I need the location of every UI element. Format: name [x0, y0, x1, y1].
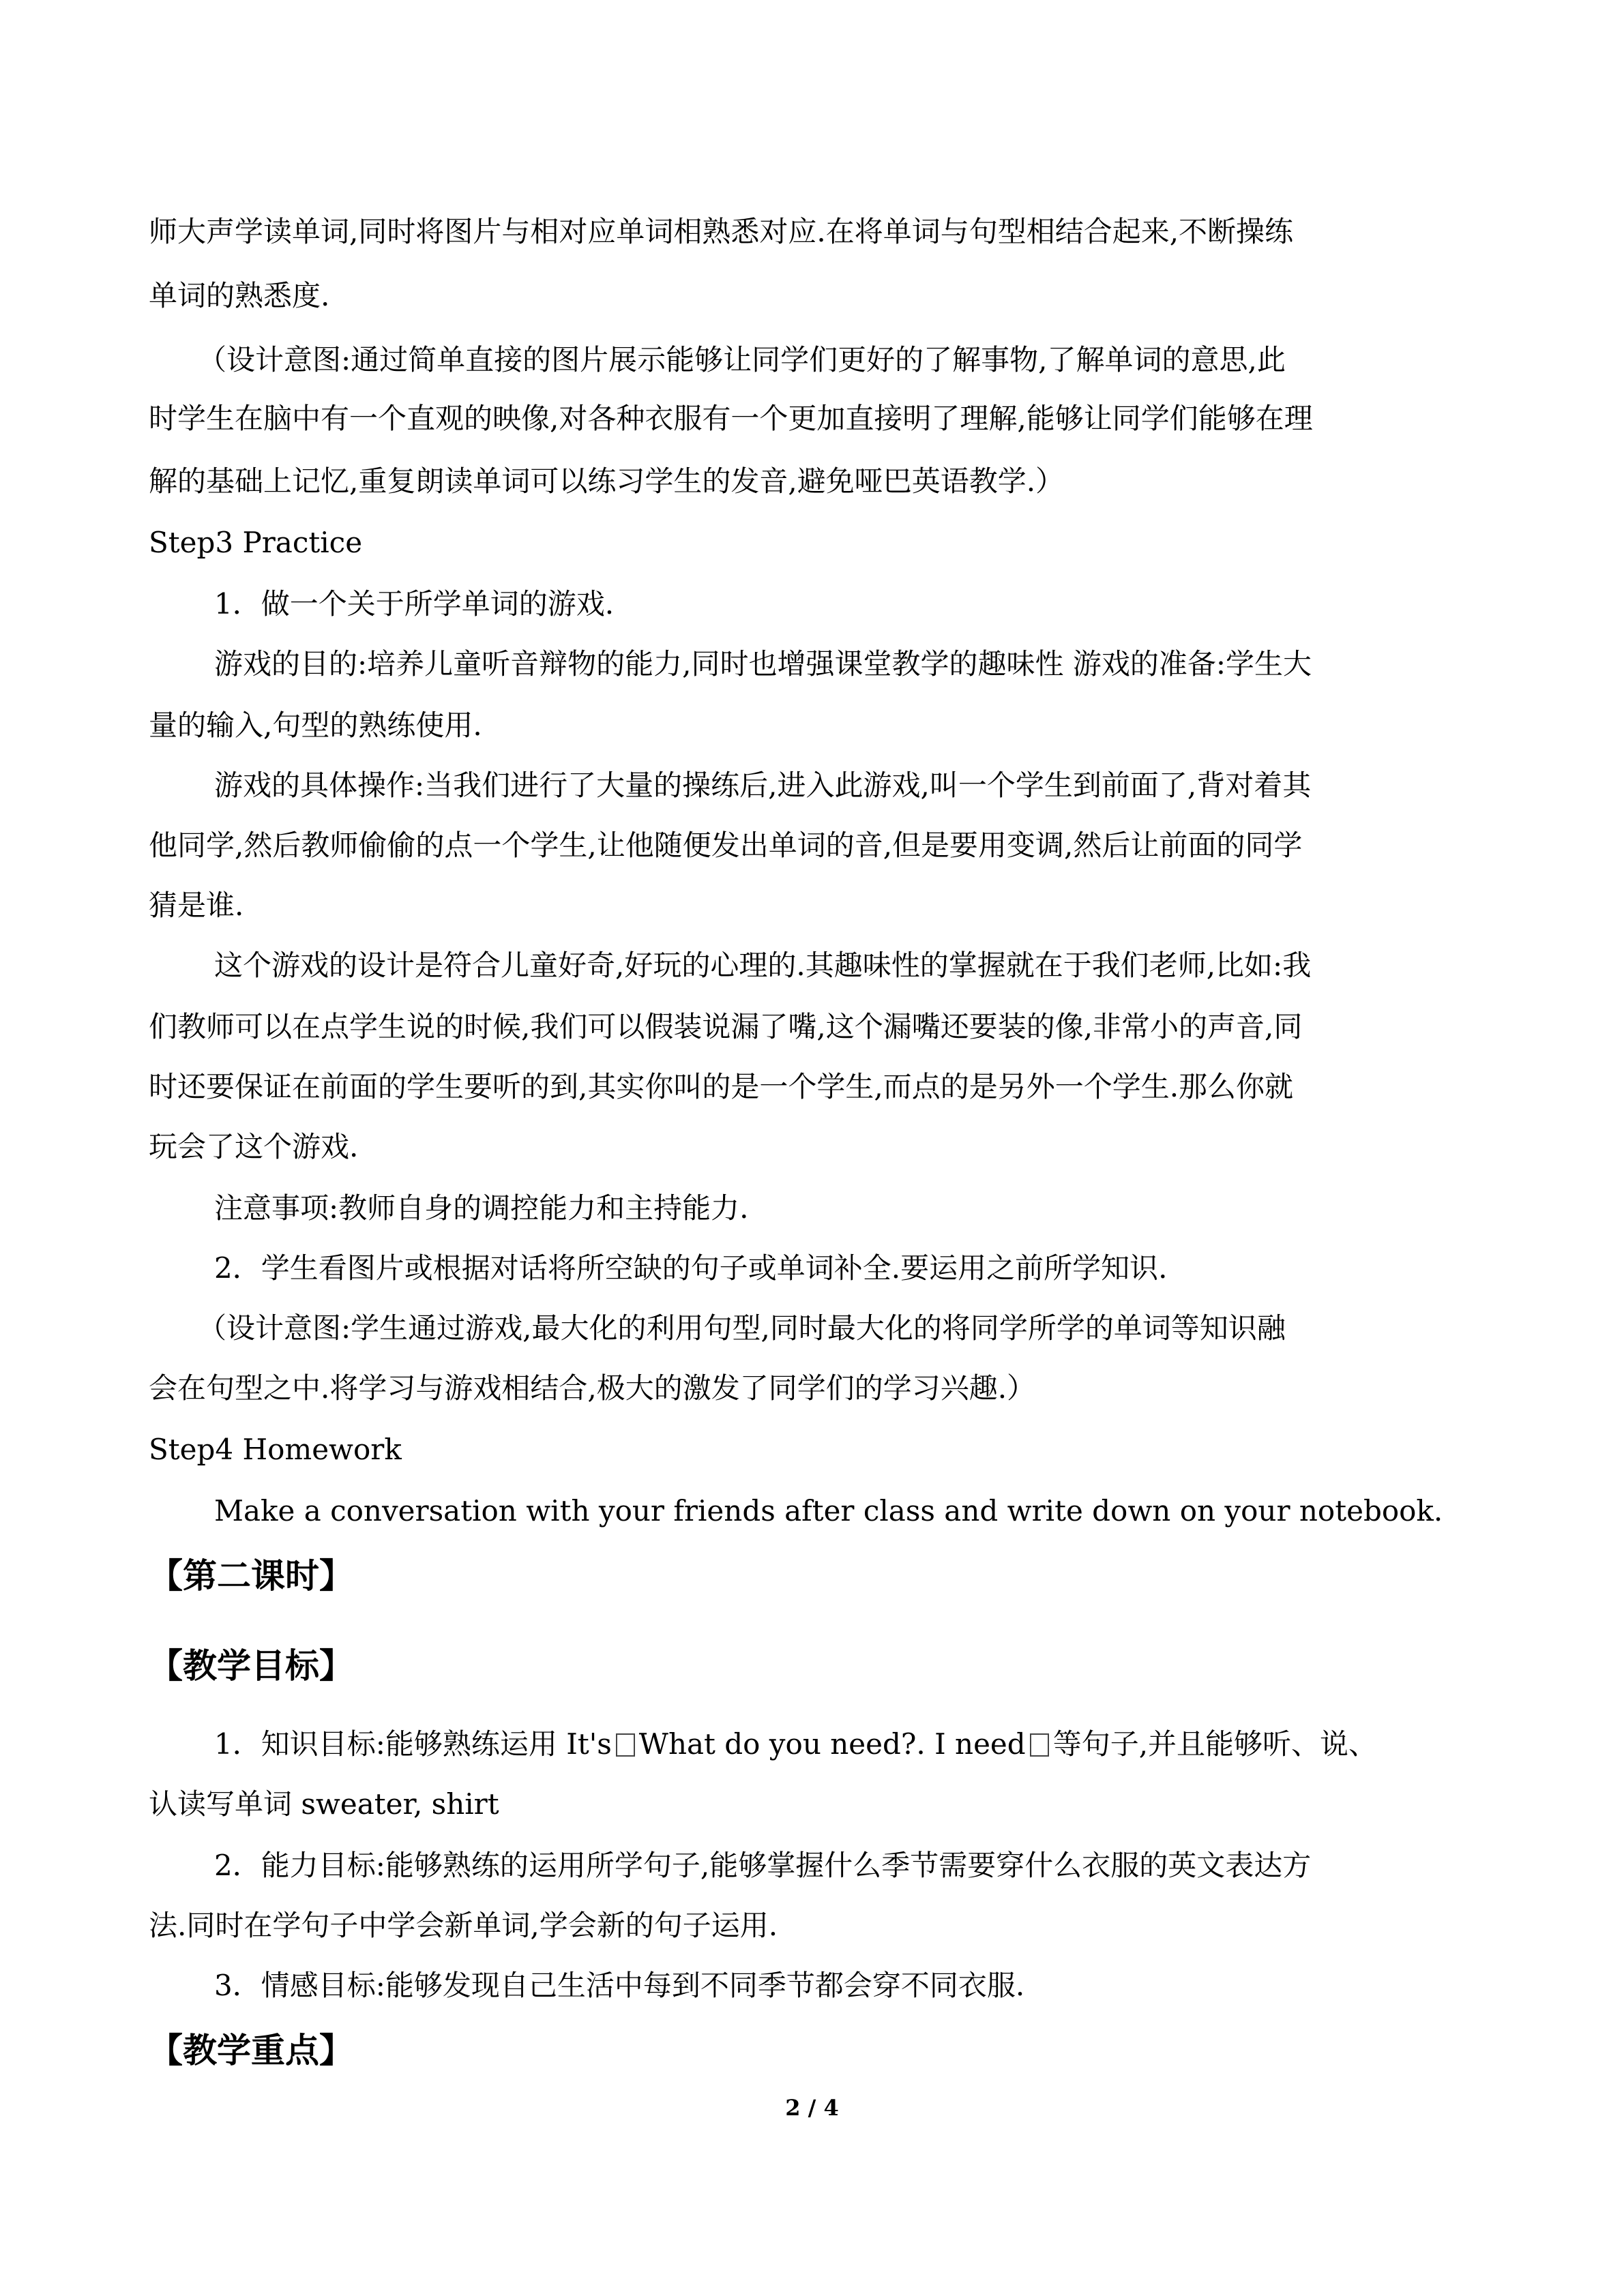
text-line: 师大声学读单词,同时将图片与相对应单词相熟悉对应.在将单词与句型相结合起来,不断操练 [149, 215, 1294, 248]
step-heading: Step3 Practice [149, 526, 363, 559]
text-line: 时还要保证在前面的学生要听的到,其实你叫的是一个学生,而点的是另外一个学生.那么你就 [149, 1070, 1294, 1103]
section-heading: 【第二课时】 [149, 1555, 353, 1596]
text-line: 解的基础上记忆,重复朗读单词可以练习学生的发音,避免哑巴英语教学.） [149, 464, 1065, 498]
text-line: 游戏的目的:培养儿童听音辩物的能力,同时也增强课堂教学的趣味性 游戏的准备:学生大 [214, 647, 1312, 681]
text-line: 量的输入,句型的熟练使用. [149, 709, 482, 742]
text-line: 会在句型之中.将学习与游戏相结合,极大的激发了同学们的学习兴趣.） [149, 1371, 1036, 1405]
text-line: 2．学生看图片或根据对话将所空缺的句子或单词补全.要运用之前所学知识. [214, 1251, 1168, 1285]
text-line: 注意事项:教师自身的调控能力和主持能力. [214, 1191, 749, 1225]
text-segment: 等句子,并且能够听、说、 [1052, 1727, 1378, 1761]
text-line: 认读写单词 sweater, shirt [149, 1787, 499, 1821]
text-line: 他同学,然后教师偷偷的点一个学生,让他随便发出单词的音,但是要用变调,然后让前面的同学 [149, 829, 1303, 862]
text-line: 游戏的具体操作:当我们进行了大量的操练后,进入此游戏,叫一个学生到前面了,背对着其 [214, 769, 1312, 802]
text-line [214, 1724, 1486, 1765]
text-line: 法.同时在学句子中学会新单词,学会新的句子运用. [149, 1909, 778, 1942]
text-line: 单词的熟悉度. [149, 279, 330, 312]
blank-box-icon [616, 1733, 635, 1757]
text-line: （设计意图:学生通过游戏,最大化的利用句型,同时最大化的将同学所学的单词等知识融 [198, 1311, 1286, 1345]
text-line: 这个游戏的设计是符合儿童好奇,好玩的心理的.其趣味性的掌握就在于我们老师,比如:我 [214, 949, 1312, 982]
text-line: 3．情感目标:能够发现自己生活中每到不同季节都会穿不同衣服. [214, 1969, 1025, 2002]
section-heading: 【教学目标】 [149, 1645, 353, 1686]
text-segment: 1．知识目标:能够熟练运用 It's [214, 1727, 612, 1761]
text-line: 猜是谁. [149, 889, 244, 922]
page-number: 2 / 4 [785, 2095, 839, 2121]
text-line: （设计意图:通过简单直接的图片展示能够让同学们更好的了解事物,了解单词的意思,此 [198, 343, 1286, 376]
blank-box-icon [1030, 1733, 1049, 1757]
text-line: Make a conversation with your friends after class and write down on your notebook. [214, 1494, 1443, 1527]
text-segment: What do you need?. I need [638, 1727, 1026, 1761]
text-line: 时学生在脑中有一个直观的映像,对各种衣服有一个更加直接明了理解,能够让同学们能够在理 [149, 402, 1313, 435]
text-line: 1．做一个关于所学单词的游戏. [214, 587, 615, 621]
text-line: 玩会了这个游戏. [149, 1130, 359, 1163]
step-heading: Step4 Homework [149, 1433, 402, 1466]
text-line: 2．能力目标:能够熟练的运用所学句子,能够掌握什么季节需要穿什么衣服的英文表达方 [214, 1849, 1312, 1882]
section-heading: 【教学重点】 [149, 2030, 353, 2070]
text-line: 们教师可以在点学生说的时候,我们可以假装说漏了嘴,这个漏嘴还要装的像,非常小的声音,同 [149, 1010, 1303, 1043]
